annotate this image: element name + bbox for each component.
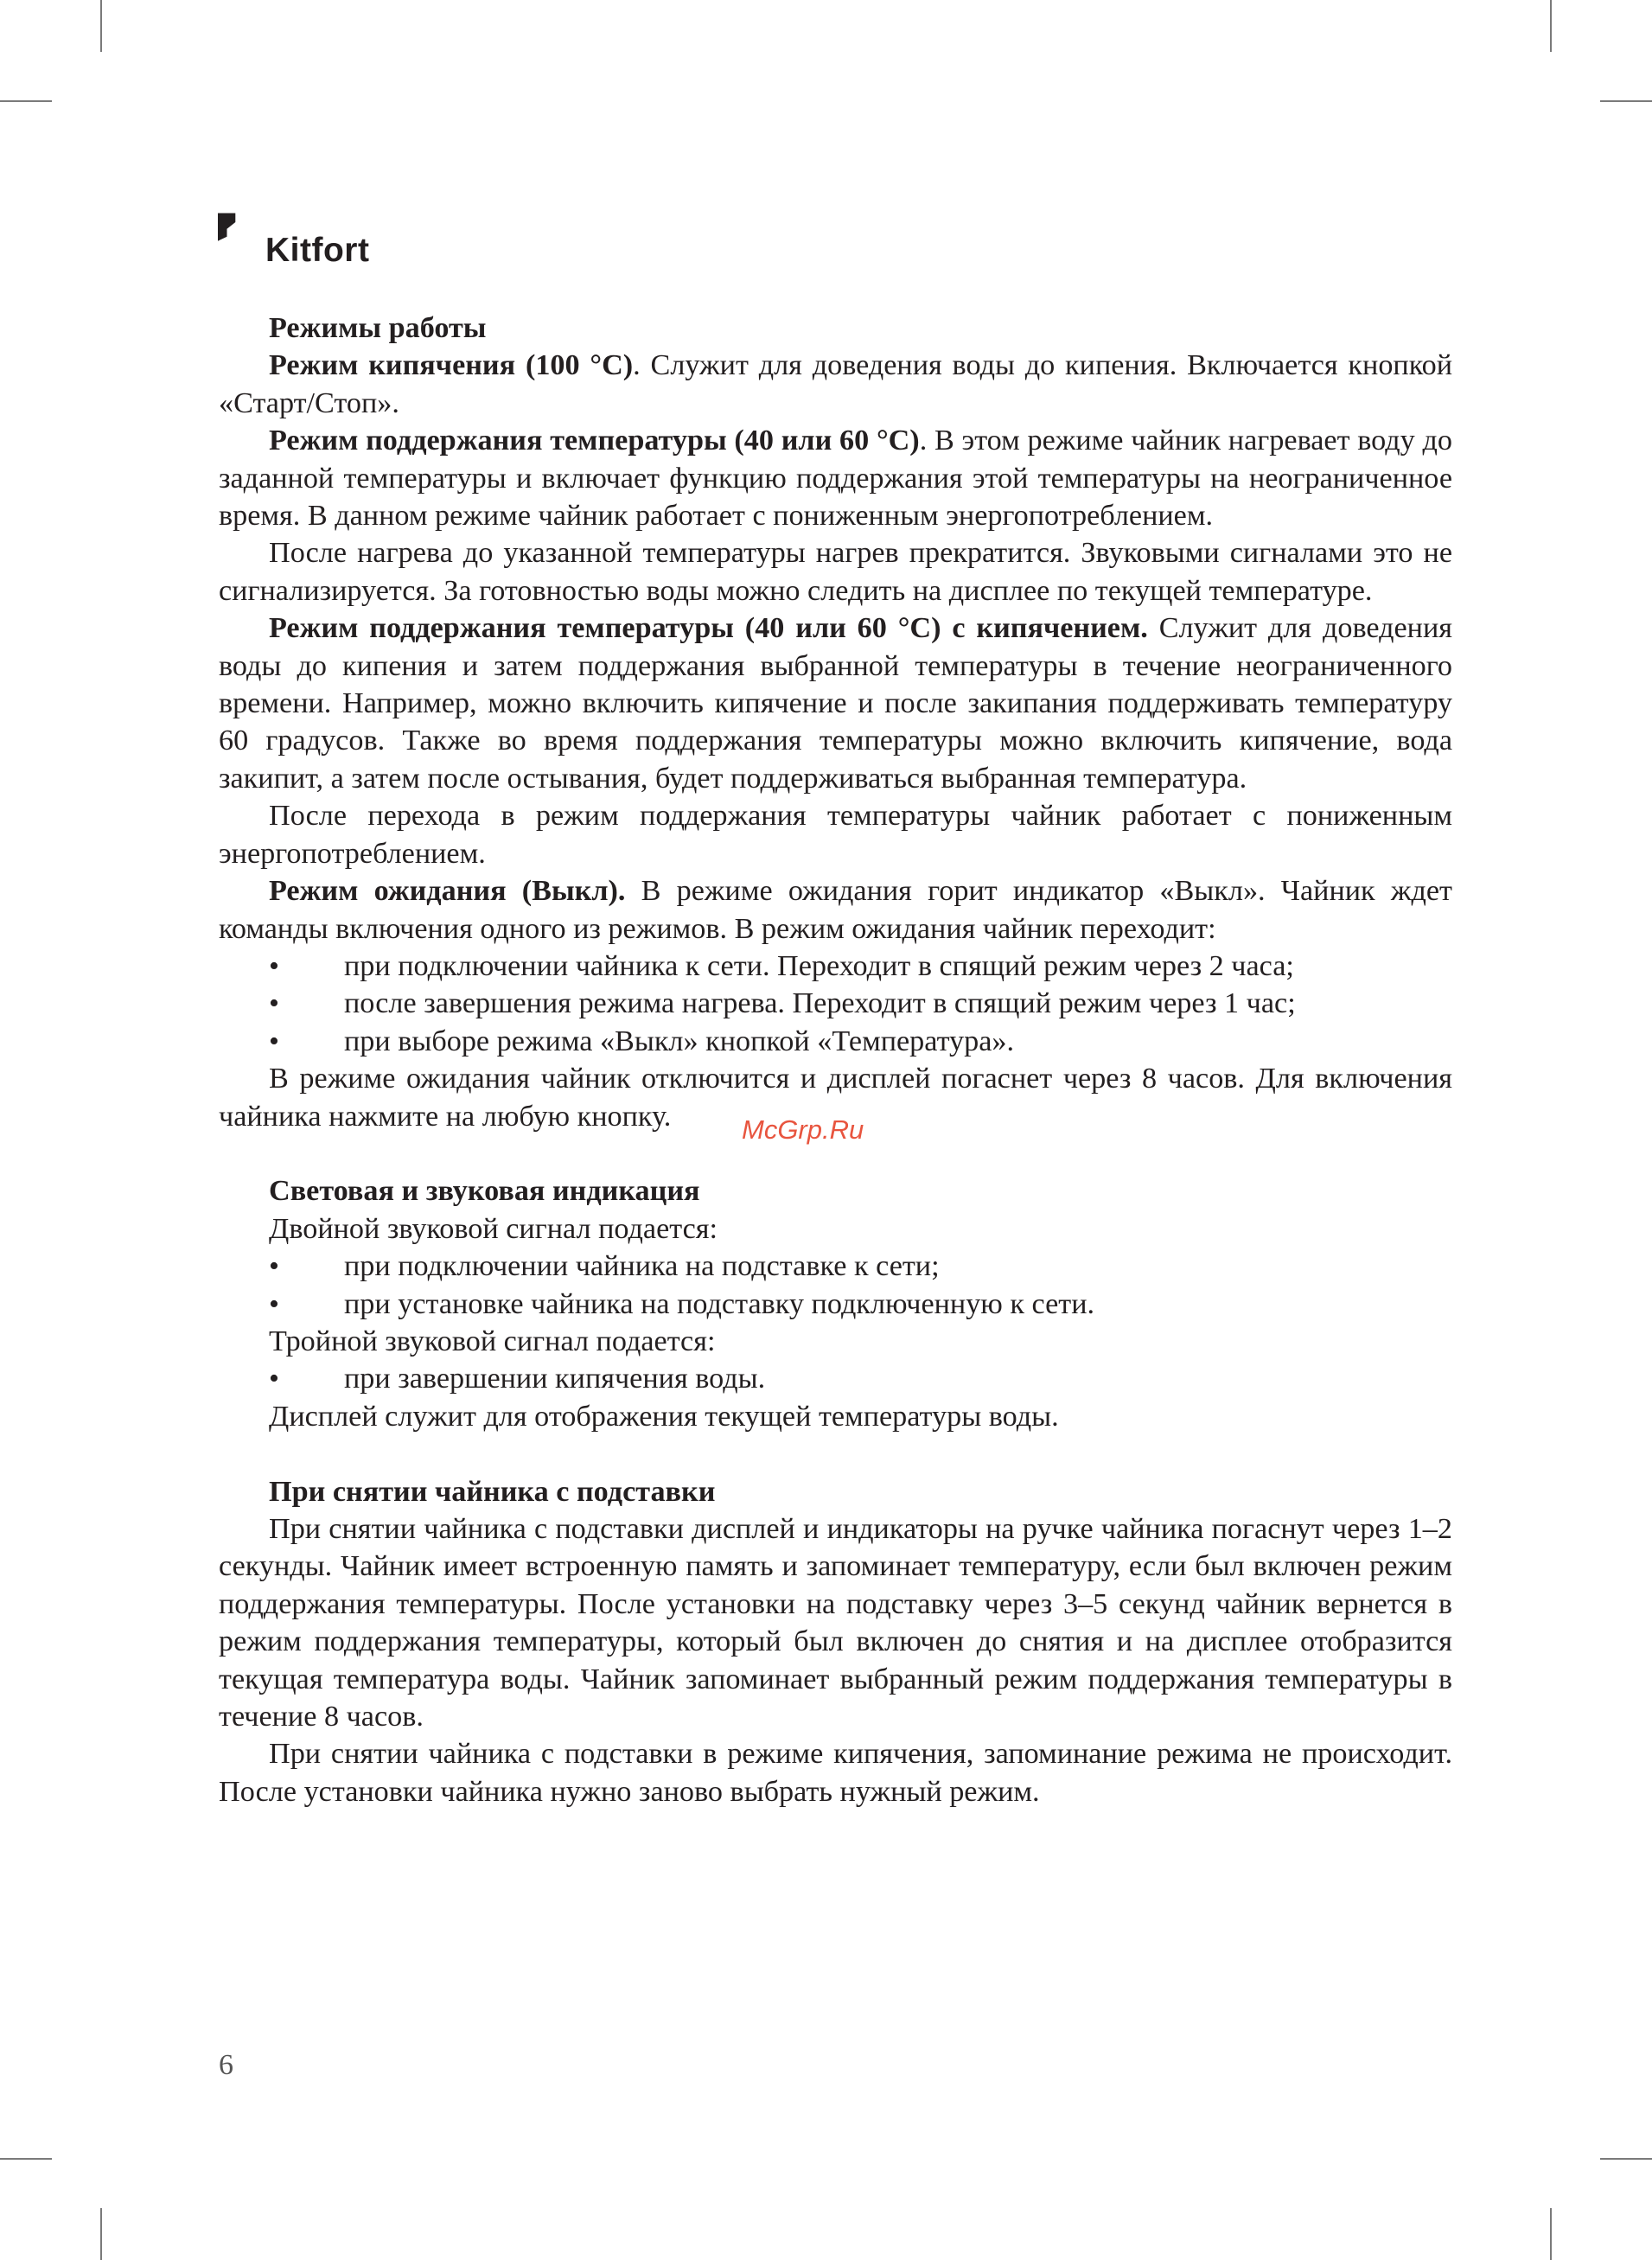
page-number: 6 [219,2049,233,2081]
paragraph: Режим поддержания температуры (40 или 60 °C). В этом режиме чайник нагревает воду до заданной температуры и включает функцию поддержания этой температуры на неограниченное время. В данном режиме чайник работает с пониженным энергопотреблением. [219,425,1452,533]
paragraph: В режиме ожидания чайник отключится и дисплей погаснет через 8 часов. Для включения чайника нажмите на любую кнопку. [219,1063,1452,1133]
paragraph: Режим ожидания (Выкл). В режиме ожидания горит индикатор «Выкл». Чайник ждет команды включения одного из режимов. В режим ожидания чайник переходит: [219,875,1452,945]
crop-mark [100,0,102,52]
watermark: McGrp.Ru [742,1114,864,1145]
crop-mark [100,2208,102,2260]
paragraph: Режим кипячения (100 °C). Служит для доведения воды до кипения. Включается кнопкой «Старт/Стоп». [219,349,1452,419]
list-item: • при подключении чайника к сети. Переходит в спящий режим через 2 часа; [269,949,1294,982]
document-body [219,310,1452,1810]
paragraph: При снятии чайника с подставки дисплей и индикаторы на ручке чайника погаснут через 1–2 секунды. Чайник имеет встроенную память и запоминает температуру, если был включен режим поддержания температуры. После установки на подставку через 3–5 секунд чайник вернется в режим поддержания температуры, который был включен до снятия и на дисплее отобразится текущая температура воды. Чайник запоминает выбранный режим поддержания температуры в течение 8 часов. [219,1512,1452,1733]
paragraph: После нагрева до указанной температуры нагрев прекратится. Звуковыми сигналами это не сигнализируется. За готовностью воды можно следить на дисплее по текущей температуре. [219,537,1452,607]
section-heading: Режимы работы [269,312,487,344]
crop-mark [1550,0,1552,52]
crop-mark [1600,2158,1652,2160]
paragraph: При снятии чайника с подставки в режиме кипячения, запоминание режима не происходит. После установки чайника нужно заново выбрать нужный режим. [219,1738,1452,1808]
section-heading: Световая и звуковая индикация [269,1175,700,1208]
list-item: • после завершения режима нагрева. Переходит в спящий режим через 1 час; [269,987,1296,1020]
list-item: • при подключении чайника на подставке к сети; [269,1250,940,1283]
crop-mark [0,2158,52,2160]
section-heading: При снятии чайника с подставки [269,1475,716,1508]
crop-mark [1600,100,1652,102]
paragraph: Тройной звуковой сигнал подается: [269,1325,716,1357]
list-item: • при установке чайника на подставку подключенную к сети. [269,1287,1095,1320]
list-item: • при завершении кипячения воды. [269,1363,766,1395]
paragraph: Двойной звуковой сигнал подается: [269,1212,718,1245]
paragraph: Режим поддержания температуры (40 или 60 °C) с кипячением. Служит для доведения воды до кипения и затем поддержания выбранной температуры в течение неограниченного времени. Например, можно включить кипячение и после закипания поддерживать температуру 60 градусов. Также во время поддержания температуры можно включить кипячение, вода закипит, а затем после остывания, будет поддерживаться выбранная температура. [219,612,1452,795]
list-item: • при выборе режима «Выкл» кнопкой «Температура». [269,1025,1015,1057]
paragraph: Дисплей служит для отображения текущей температуры воды. [269,1400,1059,1433]
crop-mark [1550,2208,1552,2260]
brand-name: Kitfort [265,232,370,269]
paragraph: После перехода в режим поддержания температуры чайник работает с пониженным энергопотреблением. [219,800,1452,870]
crop-mark [0,100,52,102]
